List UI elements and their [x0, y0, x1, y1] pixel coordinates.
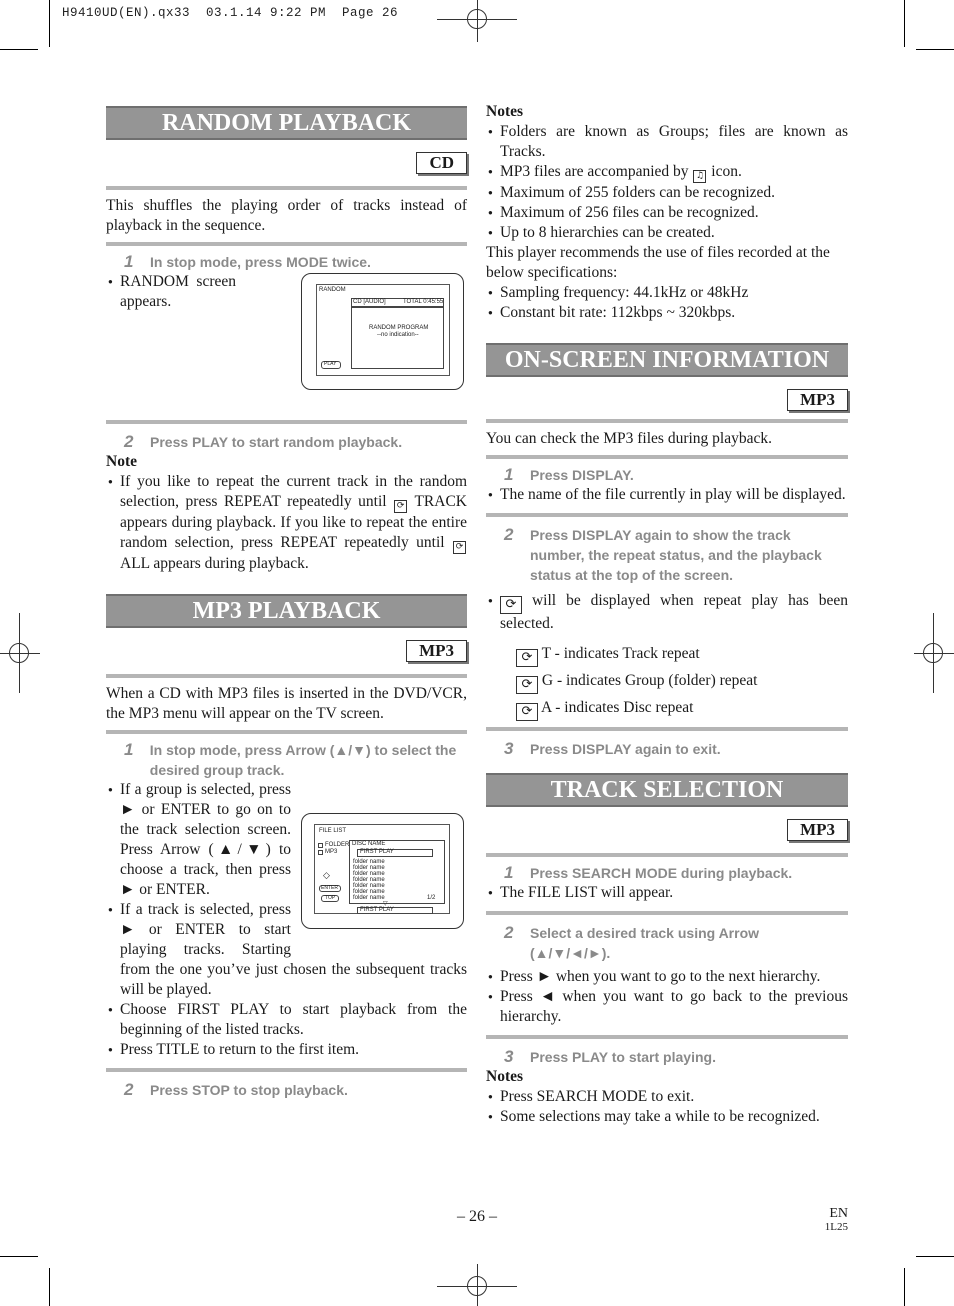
repeat-group-row: ⟳ G - indicates Group (folder) repeat	[516, 667, 848, 694]
right-column	[486, 102, 848, 1127]
random-intro: This shuffles the playing order of tracks instead of playback in the sequence.	[106, 197, 467, 234]
step-text: Press PLAY to start random playback.	[150, 434, 403, 450]
tv-screen	[314, 824, 450, 914]
tracksel-step-2	[486, 923, 848, 963]
section-rule	[486, 455, 848, 459]
step-number: 2	[504, 923, 514, 942]
crop-mark	[49, 1268, 50, 1306]
folder-name-row: folder name	[353, 859, 385, 865]
repeat-legend	[486, 640, 848, 721]
onscreen-step-3	[486, 739, 848, 759]
step-number: 1	[504, 465, 514, 484]
mp3-playback-title: MP3 PLAYBACK	[106, 594, 467, 628]
screen-no-indication: --no indication--	[377, 332, 419, 338]
mp3-bullet-1: ● If a group is selected, press ► or ENTER to go on to the track selection screen. Press Arrow (▲/▼) to choose a track, then press ► or ENTER.	[106, 780, 467, 900]
tracksel-bullet-3: ● Press ◄ when you want to go back to the previous hierarchy.	[486, 987, 848, 1027]
step-text: Select a desired track using Arrow (▲/▼/◄/►).	[530, 925, 760, 961]
play-label: PLAY	[324, 361, 337, 367]
step-text: Press DISPLAY.	[530, 467, 634, 483]
mp3-note-2: ● MP3 files are accompanied by ♫ icon.	[486, 162, 848, 183]
screen-program: RANDOM PROGRAM	[369, 325, 429, 331]
mp3-note-1: ● Folders are known as Groups; files are known as Tracks.	[486, 122, 848, 162]
enter-label: ENTER	[321, 885, 338, 891]
repeat-track-row: ⟳ T - indicates Track repeat	[516, 640, 848, 667]
tracksel-bullet-1: ● The FILE LIST will appear.	[486, 883, 848, 903]
crop-mark	[916, 1256, 954, 1257]
screen-title: RANDOM	[319, 287, 346, 293]
tracksel-step-1	[486, 863, 848, 883]
repeat-icon: ⟳	[516, 649, 538, 667]
left-column	[106, 106, 467, 1100]
tracksel-tag-row	[486, 813, 848, 841]
cd-tag: CD	[416, 152, 467, 174]
print-header: H9410UD(EN).qx33 03.1.14 9:22 PM Page 26	[62, 6, 399, 20]
crop-mark	[0, 1256, 38, 1257]
step-number: 1	[504, 863, 514, 882]
onscreen-intro: You can check the MP3 files during playback.	[486, 430, 772, 447]
folder-name-row: folder name	[353, 877, 385, 883]
tracksel-note-2: ● Some selections may take a while to be recognized.	[486, 1107, 848, 1127]
file-list-screen-illustration	[301, 813, 464, 929]
section-rule	[486, 1035, 848, 1039]
screen-title: FILE LIST	[319, 828, 347, 834]
crop-mark	[904, 1268, 905, 1306]
random-step-2	[106, 432, 467, 452]
crop-mark	[904, 0, 905, 47]
folder-name-row: folder name	[353, 871, 385, 877]
tracksel-notes-title: Notes	[486, 1068, 524, 1085]
arrow-pad-icon: ◇	[323, 870, 330, 880]
screen-total: TOTAL 0:45:55	[403, 299, 444, 305]
section-rule	[486, 911, 848, 915]
step-text: Press SEARCH MODE during playback.	[530, 865, 793, 881]
step-number: 1	[124, 252, 134, 271]
first-play: FIRST PLAY	[360, 849, 394, 855]
model-code: 1L25	[824, 1221, 848, 1233]
tv-screen	[316, 284, 450, 376]
section-rule	[486, 419, 848, 423]
step-text: Press STOP to stop playback.	[150, 1082, 348, 1098]
mp3-intro: When a CD with MP3 files is inserted in the DVD/VCR, the MP3 menu will appear on the TV screen.	[106, 685, 467, 722]
step-text: Press PLAY to start playing.	[530, 1049, 716, 1065]
disc-name: DISC NAME	[352, 841, 386, 847]
repeat-icon: ⟳	[500, 596, 522, 614]
step-number: 2	[124, 432, 134, 451]
mp3-file-icon: ♫	[693, 170, 706, 183]
folder-label: FOLDER	[325, 842, 350, 848]
step-number: 3	[504, 1047, 514, 1066]
mp3-bullet-4: ● Press TITLE to return to the first item.	[106, 1040, 467, 1060]
repeat-all-icon: ⟳	[453, 541, 466, 554]
first-play-bottom: FIRST PLAY	[360, 907, 394, 913]
mp3-note-3: ● Maximum of 255 folders can be recognized.	[486, 183, 848, 203]
mp3-note-5: ● Up to 8 hierarchies can be created.	[486, 223, 848, 243]
mp3-tag-row	[106, 634, 467, 662]
repeat-track-icon: ⟳	[394, 500, 407, 513]
repeat-disc-row: ⟳ A - indicates Disc repeat	[516, 694, 848, 721]
mp3-bullet-2: ● If a track is selected, press ► or ENTER to start playing tracks. Starting from the one you’ve just chosen the subsequent tracks will be played.	[106, 900, 467, 1000]
track-selection-title: TRACK SELECTION	[486, 773, 848, 807]
crop-mark	[49, 0, 50, 47]
section-rule	[106, 674, 467, 678]
repeat-icon: ⟳	[516, 676, 538, 694]
folder-icon	[318, 843, 323, 848]
mp3-step-1	[106, 740, 467, 780]
step-text: In stop mode, press MODE twice.	[150, 254, 371, 270]
mp3-note-6: ● Sampling frequency: 44.1kHz or 48kHz	[486, 283, 848, 303]
onscreen-bullet-1: ● The name of the file currently in play will be displayed.	[486, 485, 848, 505]
tracksel-step-3	[486, 1047, 848, 1067]
step-number: 1	[124, 740, 134, 759]
step-number: 3	[504, 739, 514, 758]
mp3-file-icon	[318, 850, 323, 855]
screen-disc: CD [AUDIO]	[353, 299, 386, 305]
mp3-note-4: ● Maximum of 256 files can be recognized.	[486, 203, 848, 223]
mp3-label: MP3	[325, 849, 338, 855]
onscreen-step-1	[486, 465, 848, 485]
folder-name-row: folder name	[353, 883, 385, 889]
down-arrow-icon: ▽	[383, 901, 388, 907]
random-step-1	[106, 252, 467, 272]
section-rule	[106, 420, 467, 424]
mp3-notes-title: Notes	[486, 103, 524, 120]
step-text: Press DISPLAY again to exit.	[530, 741, 721, 757]
section-rule	[486, 727, 848, 731]
mp3-bullet-3: ● Choose FIRST PLAY to start playback from the beginning of the listed tracks.	[106, 1000, 467, 1040]
crop-mark	[916, 49, 954, 50]
onscreen-step-2	[486, 525, 848, 585]
mp3-tag: MP3	[787, 389, 848, 411]
random-playback-title: RANDOM PLAYBACK	[106, 106, 467, 140]
section-rule	[106, 730, 467, 734]
top-label: TOP	[325, 895, 336, 901]
folder-name-row: folder name	[353, 889, 385, 895]
mp3-spec-paragraph: This player recommends the use of files recorded at the below specifications:	[486, 244, 830, 281]
random-note-title: Note	[106, 453, 137, 470]
random-step-1-bullet: ● RANDOM screen appears.	[106, 272, 236, 312]
mp3-step-2	[106, 1080, 467, 1100]
step-number: 2	[504, 525, 514, 544]
mp3-note-7: ● Constant bit rate: 112kbps ~ 320kbps.	[486, 303, 848, 323]
step-number: 2	[124, 1080, 134, 1099]
on-screen-information-title: ON-SCREEN INFORMATION	[486, 343, 848, 377]
random-tag-row	[106, 146, 467, 174]
step-text: Press DISPLAY again to show the track number, the repeat status, and the playback status at the top of the screen.	[530, 527, 822, 583]
crop-mark	[0, 49, 38, 50]
section-rule	[106, 186, 467, 190]
language-code: EN	[829, 1206, 848, 1221]
onscreen-bullet-2: ● ⟳ will be displayed when repeat play has been selected.	[486, 591, 848, 634]
tracksel-note-1: ● Press SEARCH MODE to exit.	[486, 1087, 848, 1107]
onscreen-tag-row	[486, 383, 848, 411]
section-rule	[486, 853, 848, 857]
page-number: – 26 –	[457, 1208, 497, 1225]
mp3-tag: MP3	[787, 819, 848, 841]
section-rule	[106, 1068, 467, 1072]
tracksel-bullet-2: ● Press ► when you want to go to the next hierarchy.	[486, 967, 848, 987]
step-text: In stop mode, press Arrow (▲/▼) to select the desired group track.	[149, 742, 457, 778]
section-rule	[486, 513, 848, 517]
mp3-tag: MP3	[406, 640, 467, 662]
repeat-icon: ⟳	[516, 703, 538, 721]
random-screen-illustration	[301, 273, 464, 390]
section-rule	[106, 242, 467, 246]
folder-name-row: folder name	[353, 865, 385, 871]
page-indicator: 1/2	[427, 895, 436, 901]
folder-name-row: folder name	[353, 895, 385, 901]
random-note: ● If you like to repeat the current track in the random selection, press REPEAT repeatedly until ⟳ TRACK appears during playback. If you like to repeat the entire random selection, press REPEAT repeatedly until ⟳ ALL appears during playback.	[106, 472, 467, 574]
